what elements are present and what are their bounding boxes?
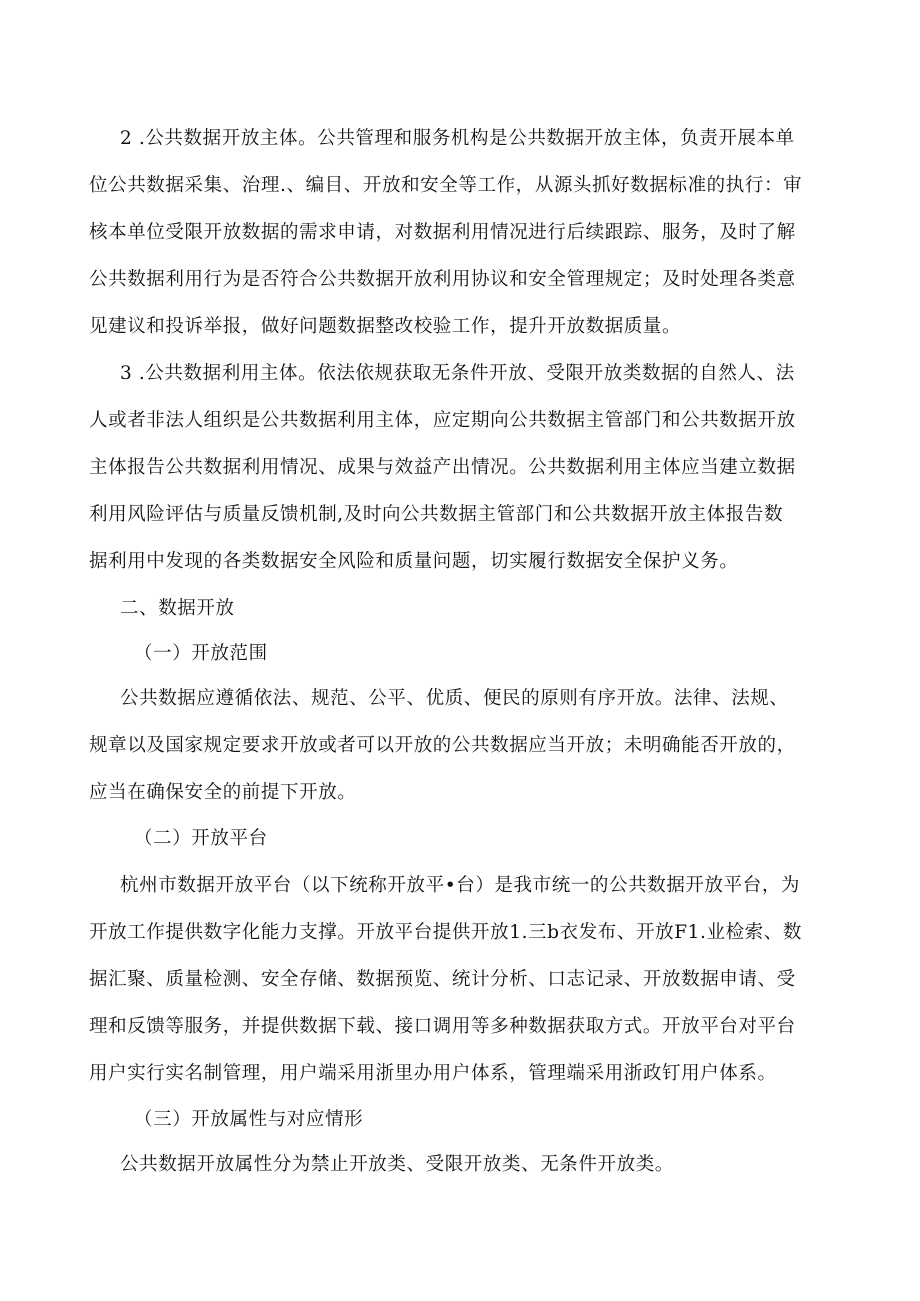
- paragraph-4-line-4: 理和反馈等服务，并提供数据下载、接口调用等多种数据获取方式。开放平台对平台: [89, 1016, 796, 1037]
- paragraph-1-line-5: 见建议和投诉举报，做好问题数据整改校验工作，提升开放数据质量。: [89, 316, 682, 337]
- paragraph-3-line-3: 应当在确保安全的前提下开放。: [89, 782, 357, 803]
- paragraph-2-line-4: 利用风险评估与质量反馈机制,及时向公共数据主管部门和公共数据开放主体报告数: [89, 504, 784, 525]
- section-heading: 二、数据开放: [120, 598, 235, 619]
- paragraph-1-line-1: 2 .公共数据开放主体。公共管理和服务机构是公共数据开放主体，负责开展本单: [120, 128, 795, 149]
- paragraph-2-line-5: 据利用中发现的各类数据安全风险和质量问题，切实履行数据安全保护义务。: [89, 551, 739, 572]
- paragraph-4-line-5: 用户实行实名制管理，用户端采用浙里办用户体系，管理端采用浙政钉用户体系。: [89, 1063, 777, 1084]
- paragraph-3-line-2: 规章以及国家规定要求开放或者可以开放的公共数据应当开放；未明确能否开放的，: [89, 735, 796, 756]
- paragraph-1-line-2: 位公共数据采集、治理.、编目、开放和安全等工作，从源头抓好数据标准的执行：审: [89, 175, 803, 196]
- paragraph-2-line-2: 人或者非法人组织是公共数据利用主体，应定期向公共数据主管部门和公共数据开放: [89, 410, 796, 431]
- paragraph-2-line-1: 3 .公共数据利用主体。依法依规获取无条件开放、受限开放类数据的自然人、法: [120, 363, 795, 384]
- subheading-open-platform: （二）开放平台: [134, 828, 268, 849]
- paragraph-1-line-3: 核本单位受限开放数据的需求申请，对数据利用情况进行后续跟踪、服务，及时了解: [89, 222, 796, 243]
- paragraph-3-line-1: 公共数据应遵循依法、规范、公平、优质、便民的原则有序开放。法律、法规、: [120, 688, 789, 709]
- paragraph-1-line-4: 公共数据利用行为是否符合公共数据开放利用协议和安全管理规定；及时处理各类意: [89, 269, 796, 290]
- paragraph-5-line-1: 公共数据开放属性分为禁止开放类、受限开放类、无条件开放类。: [120, 1154, 674, 1175]
- paragraph-2-line-3: 主体报告公共数据利用情况、成果与效益产出情况。公共数据利用主体应当建立数据: [89, 457, 796, 478]
- paragraph-4-line-3: 据汇聚、质量检测、安全存储、数据预览、统计分析、口志记录、开放数据申请、受: [89, 969, 796, 990]
- subheading-open-attributes: （三）开放属性与对应情形: [134, 1109, 364, 1130]
- paragraph-4-line-1: 杭州市数据开放平台（以下统称开放平•台）是我市统一的公共数据开放平台，为: [120, 875, 801, 896]
- subheading-open-scope: （一）开放范围: [134, 643, 268, 664]
- paragraph-4-line-2: 开放工作提供数字化能力支撑。开放平台提供开放1.三b衣发布、开放F1.业检索、数: [89, 922, 802, 943]
